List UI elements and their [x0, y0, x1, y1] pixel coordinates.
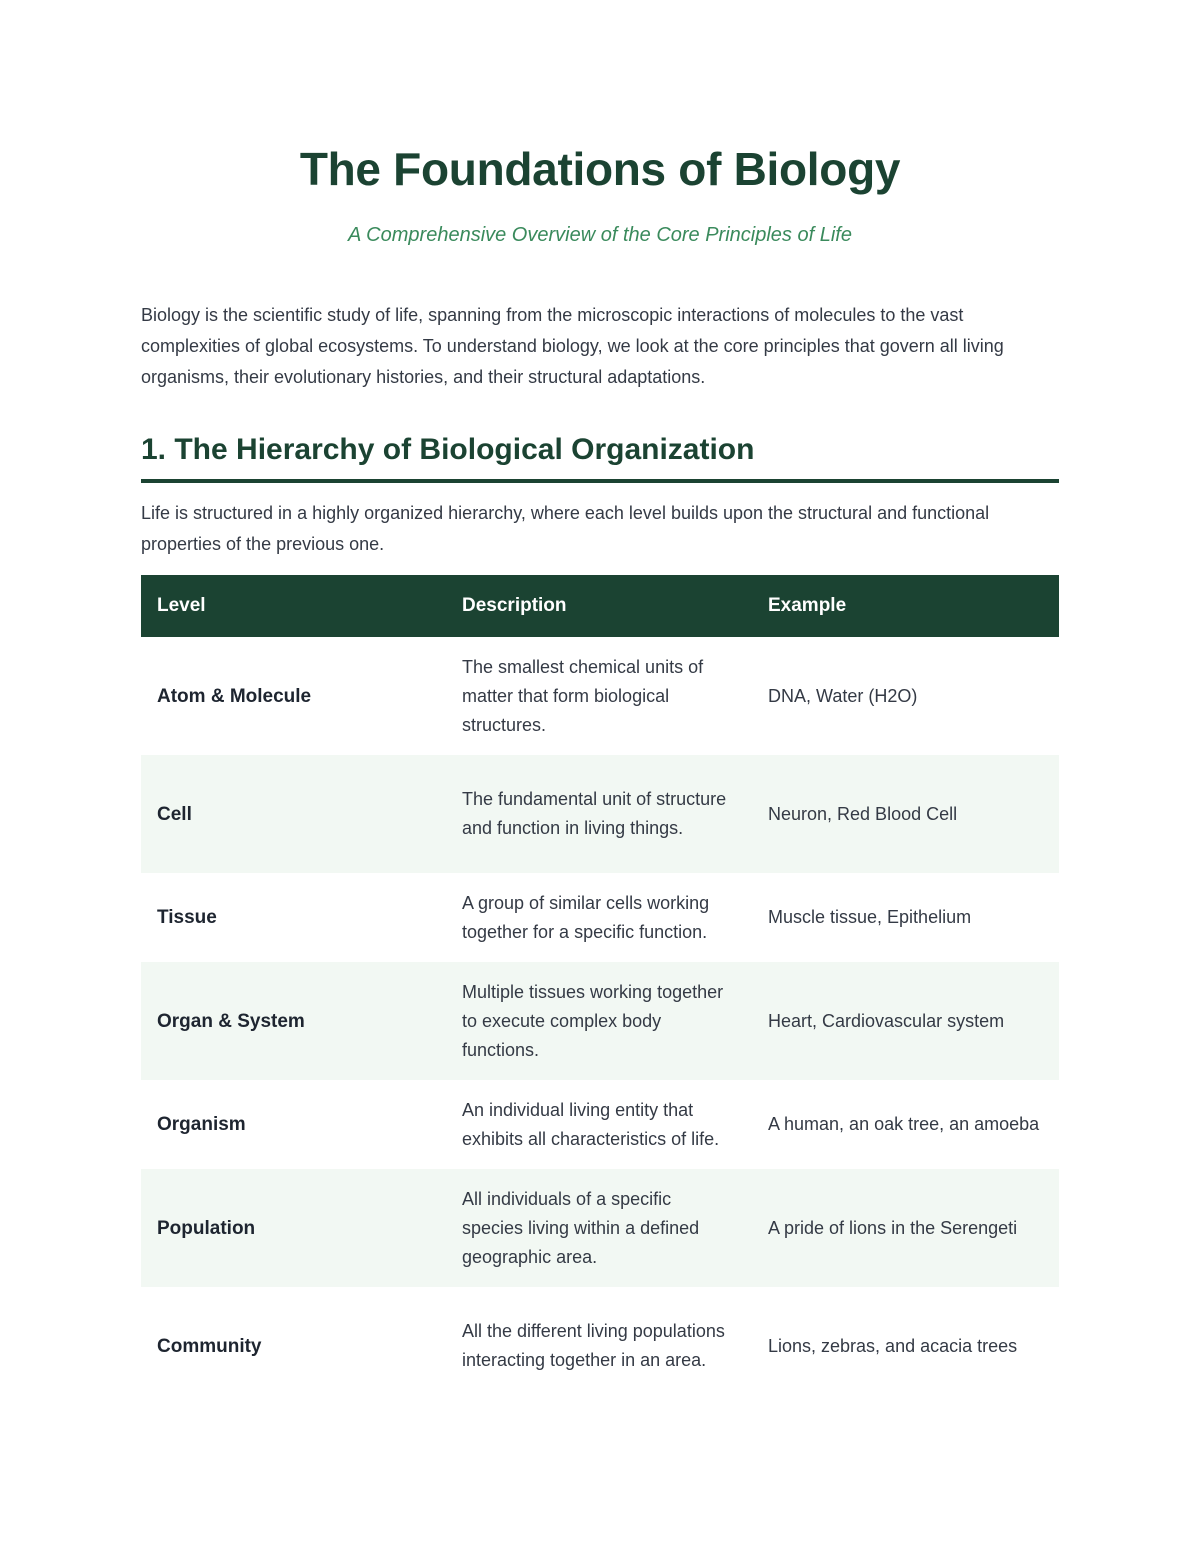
column-header-level: Level [141, 575, 446, 637]
level-cell: Cell [141, 755, 446, 873]
hierarchy-table [141, 575, 1059, 1405]
example-cell: A human, an oak tree, an amoeba [768, 1114, 1040, 1134]
intro-paragraph: Biology is the scientific study of life, spanning from the microscopic interactions of molecules to the vast complexities of global ecosystems. To understand biology, we look at the core principles that govern all living organisms, their evolutionary histories, and their structural adaptations. [141, 305, 1004, 387]
level-cell: Atom & Molecule [157, 685, 312, 707]
table-row [141, 1169, 1059, 1287]
description-cell: The smallest chemical units of matter that form biological structures. [462, 656, 704, 735]
description-cell: All individuals of a specific species living within a defined geographic area. [446, 1169, 752, 1287]
level-cell: Population [141, 1169, 446, 1287]
example-cell: Heart, Cardiovascular system [752, 962, 1059, 1080]
table-header-row [141, 575, 1059, 637]
table-row [141, 1287, 1059, 1405]
example-cell: DNA, Water (H2O) [768, 685, 918, 706]
level-cell: Tissue [157, 907, 217, 928]
column-header-description: Description [446, 575, 752, 637]
description-cell: Multiple tissues working together to execute complex body functions. [446, 962, 752, 1080]
table-row [141, 1080, 1059, 1169]
example-cell: A pride of lions in the Serengeti [752, 1169, 1059, 1287]
column-header-example: Example [752, 575, 1059, 637]
section-intro-paragraph: Life is structured in a highly organized hierarchy, where each level builds upon the structural and functional properties of the previous one. [141, 503, 990, 554]
level-cell: Community [157, 1335, 262, 1357]
example-cell: Neuron, Red Blood Cell [752, 755, 1059, 873]
level-cell: Organ & System [141, 962, 446, 1080]
document-subtitle: A Comprehensive Overview of the Core Principles of Life [348, 224, 852, 246]
level-cell: Organism [157, 1114, 246, 1135]
table-row [141, 755, 1059, 873]
table-row [141, 637, 1059, 755]
table-row [141, 962, 1059, 1080]
description-cell: All the different living populations interacting together in an area. [462, 1321, 725, 1370]
description-cell: A group of similar cells working together for a specific function. [462, 892, 710, 942]
description-cell: The fundamental unit of structure and function in living things. [446, 755, 752, 873]
description-cell: An individual living entity that exhibits all characteristics of life. [462, 1099, 720, 1149]
section-heading: 1. The Hierarchy of Biological Organization [141, 430, 1059, 483]
table-row [141, 873, 1059, 962]
example-cell: Lions, zebras, and acacia trees [768, 1335, 1018, 1356]
example-cell: Muscle tissue, Epithelium [768, 907, 972, 927]
document-title: The Foundations of Biology [299, 143, 901, 195]
